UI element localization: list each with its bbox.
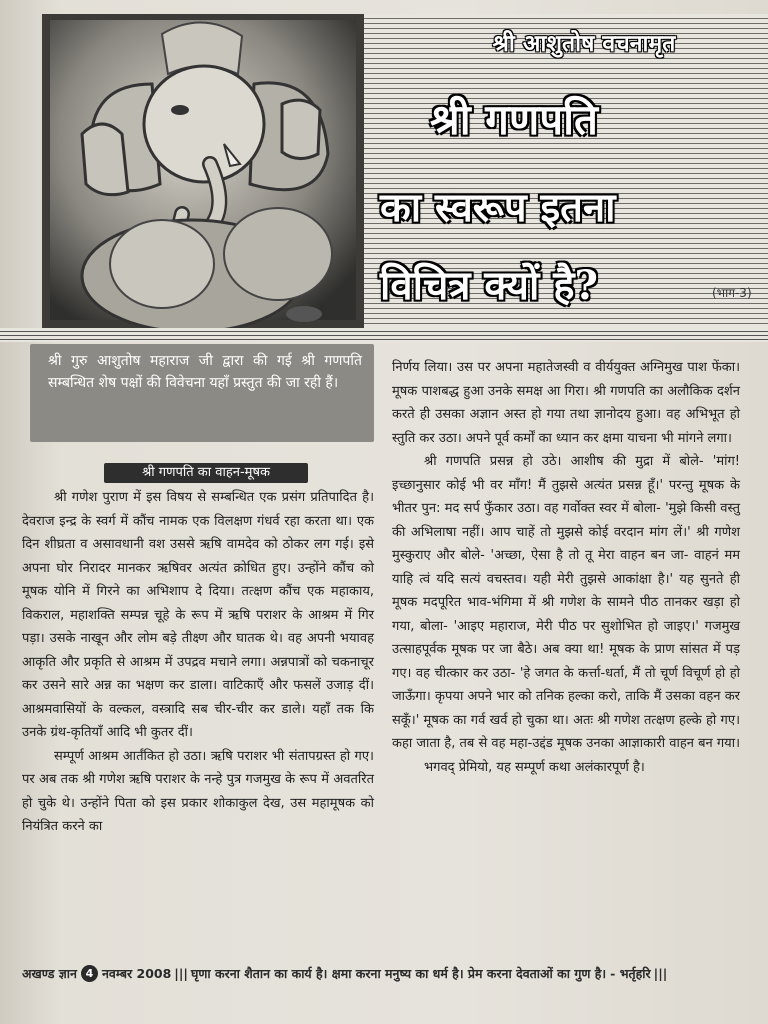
paragraph: श्री गणपति प्रसन्न हो उठे। आशीष की मुद्रा में बोले- 'मांग! इच्छानुसार कोई भी वर माँग! मैं तुझसे अत्यंत प्रसन्न हूँ।' परन्तु मूषक के भीतर पुन: मद सर्प फुँकार उठा। वह गर्वोक्त स्वर में बोला- 'मुझे किसी वस्तु की अभिलाषा नहीं। आप चाहें तो मुझसे कोई वरदान मांग लें।' श्री गणेश मुस्कुराए और बोले- 'अच्छा, ऐसा है तो तू मेरा वाहन बन जा- वाहनं मम याहि त्वं यदि सत्यं वचस्तव। यही मेरी तुझसे आकांक्षा है।' यह सुनते ही मूषक मदपूरित भाव-भंगिमा में श्री गणेश के सामने पीठ तानकर खड़ा हो गया, बोला- 'आइए महाराज, मेरी पीठ पर सुशोभित हो जाइए।' गजमुख उत्साहपूर्वक मूषक पर जा बैठे। अब क्या था! मूषक के प्राण सांसत में पड़ गए। वह चीत्कार कर उठा- 'हे जगत के कर्त्ता-धर्ता, मैं तो चूर्ण विचूर्ण हो हो जाऊँगा। कृपया अपने भार को तनिक हल्का करो, ताकि मैं उसका वहन कर सकूँ।' मूषक का गर्व खर्व हो चुका था। अतः श्री गणेश तत्क्षण हल्के हो गए। कहा जाता है, तब से वह महा-उद्दंड मूषक उनका आज्ञाकारी वाहन बन गया।	[392, 454, 741, 751]
article-title-line-3: विचित्र क्यों है?	[380, 262, 598, 309]
magazine-name: अखण्ड ज्ञान	[22, 965, 77, 981]
left-column	[22, 486, 374, 839]
intro-box	[30, 344, 374, 442]
paragraph: निर्णय लिया। उस पर अपना महातेजस्वी व वीर्ययुक्त अग्निमुख पाश फेंका। मूषक पाशबद्ध हुआ उनके समक्ष आ गिरा। श्री गणपति का अलौकिक दर्शन करते ही उसका अज्ञान अस्त हो गया तथा ज्ञानोदय हुआ। वह अभिभूत हो स्तुति कर उठा। अपने पूर्व कर्मों का ध्यान कर क्षमा याचना भी मांगने लगा।	[392, 360, 740, 446]
issue-date: नवम्बर 2008	[101, 965, 172, 981]
ganesha-painting-image	[42, 14, 364, 328]
paragraph: सम्पूर्ण आश्रम आर्तंकित हो उठा। ऋषि पराशर भी संतापग्रस्त हो गए। पर अब तक श्री गणेश ऋषि पराशर के नन्हे पुत्र गजमुख के रूप में अवतरित हो चुके थे। उन्होंने पिता को इस प्रकार शोकाकुल देख, उस महामूषक को नियंत्रित करने का	[22, 748, 374, 834]
article-title-line-1: श्री गणपति	[430, 95, 598, 144]
footer-separator: |||	[174, 965, 188, 981]
article-title-line-2: का स्वरूप इतना	[380, 184, 616, 231]
footer-separator-end: |||	[653, 965, 668, 981]
header-divider	[0, 328, 768, 342]
right-column	[392, 356, 740, 779]
section-heading: श्री गणपति का वाहन-मूषक	[104, 463, 308, 483]
quote-attribution: - भर्तृहरि	[610, 965, 651, 981]
page-number: 4	[81, 965, 98, 982]
page-footer	[22, 962, 752, 984]
part-label: (भाग-3)	[712, 286, 752, 300]
footer-quote: घृणा करना शैतान का कार्य है। क्षमा करना मनुष्य का धर्म है। प्रेम करना देवताओं का गुण है।	[191, 965, 607, 981]
intro-text: श्री गुरु आशुतोष महाराज जी द्वारा की गई श्री गणपति सम्बन्धित शेष पक्षों की विवेचना यहाँ प्रस्तुत की जा रही हैं।	[48, 353, 362, 391]
paragraph: भगवद् प्रेमियो, यह सम्पूर्ण कथा अलंकारपूर्ण है।	[424, 759, 645, 775]
paragraph: श्री गणेश पुराण में इस विषय से सम्बन्धित एक प्रसंग प्रतिपादित है। देवराज इन्द्र के स्वर्ग में कौंच नामक एक विलक्षण गंधर्व रहा करता था। एक दिन शीघ्रता व असावधानी वश उससे ऋषि वामदेव को ठोकर लग गई। इसे अपना घोर निरादर मानकर ऋषिवर अत्यंत क्रोधित हुए। उन्होंने कौंच को मूषक योनि में गिरने का अभिशाप दे दिया। तत्क्षण कौंच एक महाकाय, विकराल, महाशक्ति सम्पन्न चूहे के रूप में ऋषि पराशर के आश्रम में गिर पड़ा। उसके नाखून और लोम बड़े तीक्ष्ण और घातक थे। वह अपनी भयावह आकृति और प्रकृति से आश्रम में उपद्रव मचाने लगा। अन्नपात्रों को चकनाचूर कर उसने सारे अन्न का भक्षण कर डाला। वाटिकाएँ और फसलें उजाड़ दीं। आश्रमवासियों के वल्कल, वस्त्रादि सब चीर-चीर कर डाले। यहाँ तक कि उनके ग्रंथ-कृतियाँ आदि भी कुतर दीं।	[22, 490, 374, 740]
series-heading: श्री आशुतोष वचनामृत	[492, 30, 676, 57]
